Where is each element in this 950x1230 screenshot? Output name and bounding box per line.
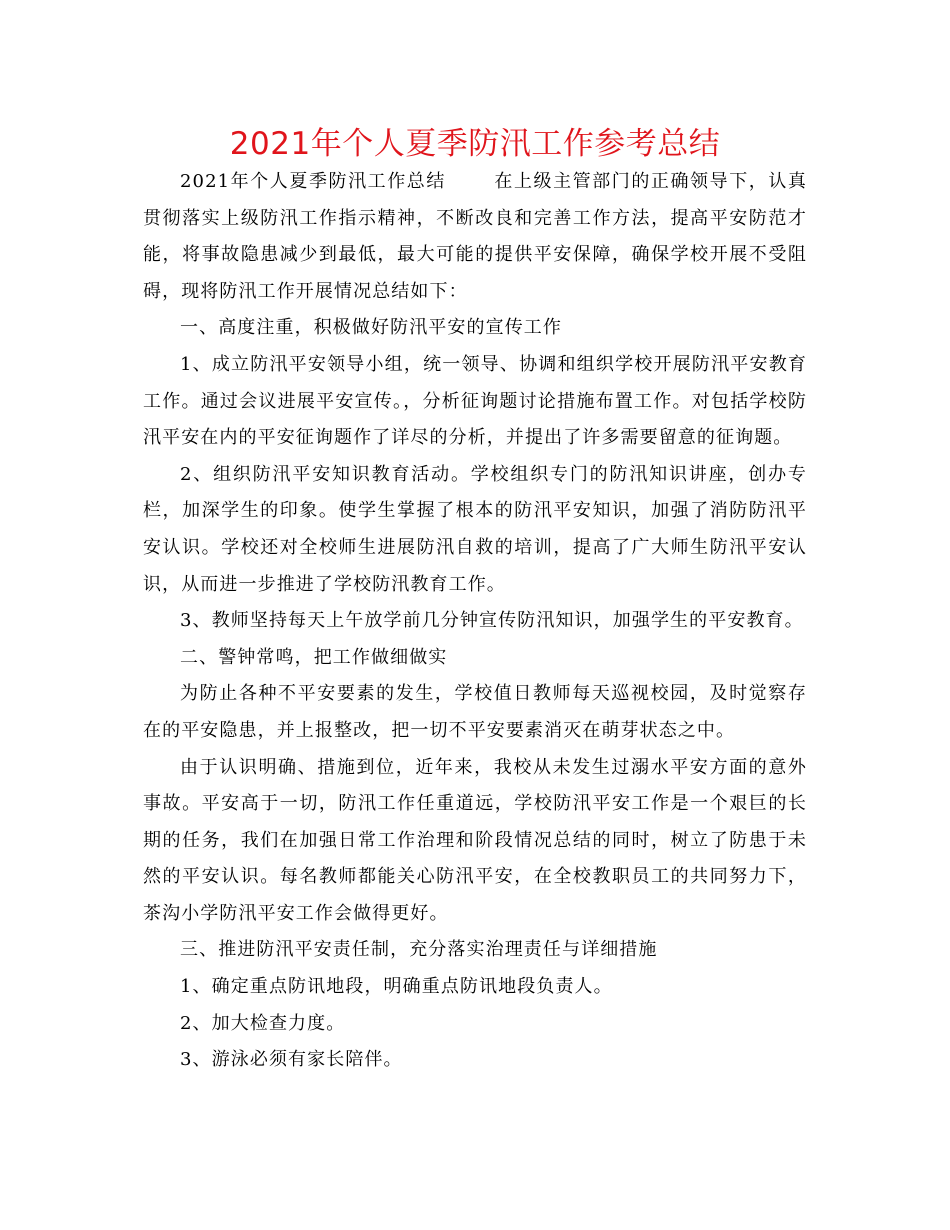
paragraph-1-1: 1、成立防汛平安领导小组，统一领导、协调和组织学校开展防汛平安教育工作。通过会议进展平安宣传。，分析征询题讨论措施布置工作。对包括学校防汛平安在内的平安征询题作了详尽的分析，并提出了许多需要留意的征询题。	[143, 353, 807, 449]
document-body	[143, 164, 807, 1079]
intro-label: 2021年个人夏季防汛工作总结	[180, 171, 446, 192]
paragraph-1-3: 3、教师坚持每天上午放学前几分钟宣传防汛知识，加强学生的平安教育。	[180, 610, 804, 632]
section-heading-3: 三、推进防汛平安责任制，充分落实治理责任与详细措施	[180, 939, 658, 961]
intro-text: 在上级主管部门的正确领导下，认真贯彻落实上级防汛工作指示精神，不断改良和完善工作方法，提高平安防范才能，将事故隐患减少到最低，最大可能的提供平安保障，确保学校开展不受阻碍，现将防汛工作开展情况总结如下：	[143, 171, 807, 302]
section-heading-2: 二、警钟常鸣，把工作做细做实	[180, 646, 448, 668]
paragraph-2-1: 为防止各种不平安要素的发生，学校值日教师每天巡视校园，及时觉察存在的平安隐患，并上报整改，把一切不平安要素消灭在萌芽状态之中。	[143, 683, 807, 741]
paragraph-1-2: 2、组织防汛平安知识教育活动。学校组织专门的防汛知识讲座，创办专栏，加深学生的印象。使学生掌握了根本的防汛平安知识，加强了消防防汛平安认识。学校还对全校师生进展防汛自救的培训，提高了广大师生防汛平安认识，从而进一步推进了学校防汛教育工作。	[143, 463, 807, 595]
intro-paragraph	[143, 164, 807, 310]
paragraph-3-2: 2、加大检查力度。	[180, 1012, 346, 1034]
paragraph-3-3: 3、游泳必须有家长陪伴。	[180, 1049, 403, 1071]
paragraph-3-1: 1、确定重点防讯地段，明确重点防讯地段负责人。	[180, 976, 613, 998]
section-heading-1: 一、高度注重，积极做好防汛平安的宣传工作	[180, 317, 562, 339]
paragraph-2-2: 由于认识明确、措施到位，近年来，我校从未发生过溺水平安方面的意外事故。平安高于一切，防汛工作任重道远，学校防汛平安工作是一个艰巨的长期的任务，我们在加强日常工作治理和阶段情况总结的同时，树立了防患于未然的平安认识。每名教师都能关心防汛平安，在全校教职员工的共同努力下，茶沟小学防汛平安工作会做得更好。	[143, 756, 807, 924]
document-title: 2021年个人夏季防汛工作参考总结	[229, 126, 721, 162]
